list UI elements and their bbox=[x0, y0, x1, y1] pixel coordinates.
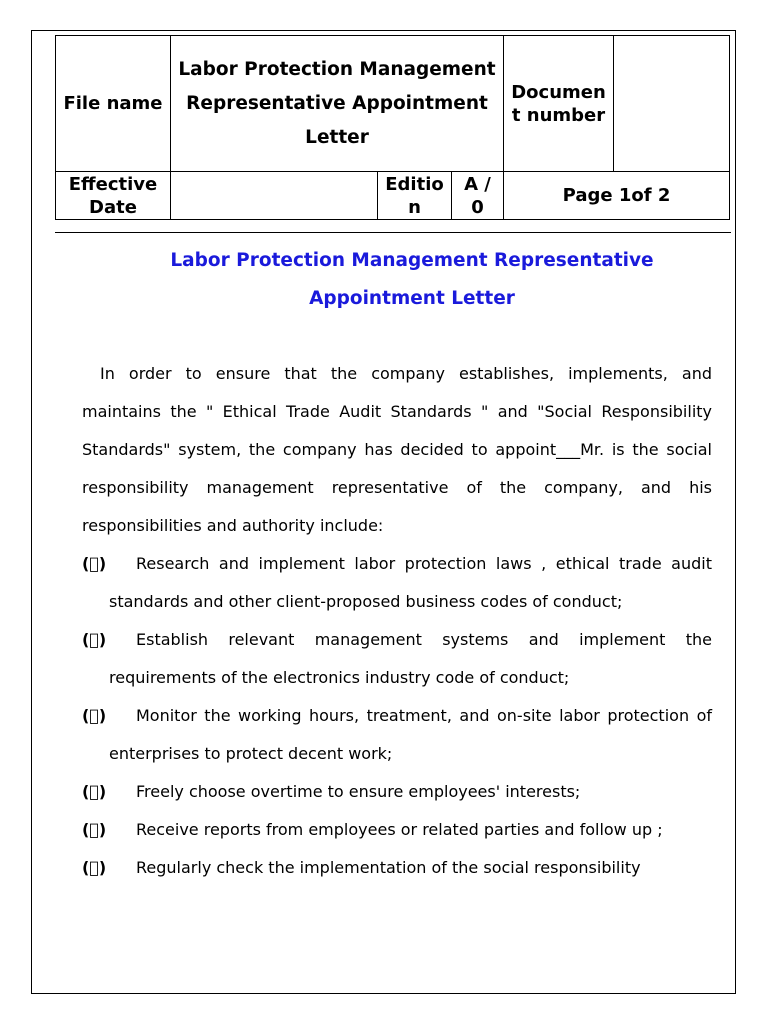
item-number: ( ) bbox=[82, 782, 107, 801]
header-divider bbox=[55, 232, 731, 233]
item-number: ( ) bbox=[82, 706, 107, 725]
item-text: Monitor the working hours, treatment, and on-site labor protection of enterprises to protect decent work; bbox=[109, 706, 712, 763]
document-header-table bbox=[55, 35, 730, 220]
item-text: Establish relevant management systems and implement the requirements of the electronics industry code of conduct; bbox=[109, 630, 712, 687]
edition-value: A / 0 bbox=[452, 172, 504, 220]
file-name-label: File name bbox=[56, 36, 171, 172]
item-number: ( ) bbox=[82, 630, 107, 649]
document-body bbox=[82, 355, 712, 887]
list-item bbox=[82, 849, 712, 887]
list-item bbox=[82, 545, 712, 621]
effective-date-label: Effective Date bbox=[56, 172, 171, 220]
document-number-label: Document number bbox=[504, 36, 614, 172]
item-number: ( ) bbox=[82, 858, 107, 877]
list-item bbox=[82, 773, 712, 811]
document-heading: Labor Protection Management Representative Appointment Letter bbox=[170, 250, 654, 309]
document-number-value bbox=[614, 36, 730, 172]
item-text: Regularly check the implementation of the social responsibility bbox=[136, 858, 641, 877]
edition-label: Edition bbox=[378, 172, 452, 220]
list-item bbox=[82, 621, 712, 697]
item-number: ( ) bbox=[82, 820, 107, 839]
item-number: ( ) bbox=[82, 554, 107, 573]
effective-date-value bbox=[171, 172, 378, 220]
item-text: Freely choose overtime to ensure employees' interests; bbox=[136, 782, 581, 801]
item-text: Receive reports from employees or related parties and follow up ; bbox=[136, 820, 663, 839]
list-item bbox=[82, 811, 712, 849]
item-text: Research and implement labor protection laws , ethical trade audit standards and other client-proposed business codes of conduct; bbox=[109, 554, 712, 611]
header-title: Labor Protection Management Representative Appointment Letter bbox=[171, 36, 504, 172]
list-item bbox=[82, 697, 712, 773]
page-number: Page 1of 2 bbox=[504, 172, 730, 220]
intro-paragraph: In order to ensure that the company establishes, implements, and maintains the " Ethical Trade Audit Standards " and "Social Responsibility Standards" system, the company has decided to appoint___Mr. is the social responsibility management representative of the company, and his responsibilities and authority include: bbox=[82, 364, 712, 535]
